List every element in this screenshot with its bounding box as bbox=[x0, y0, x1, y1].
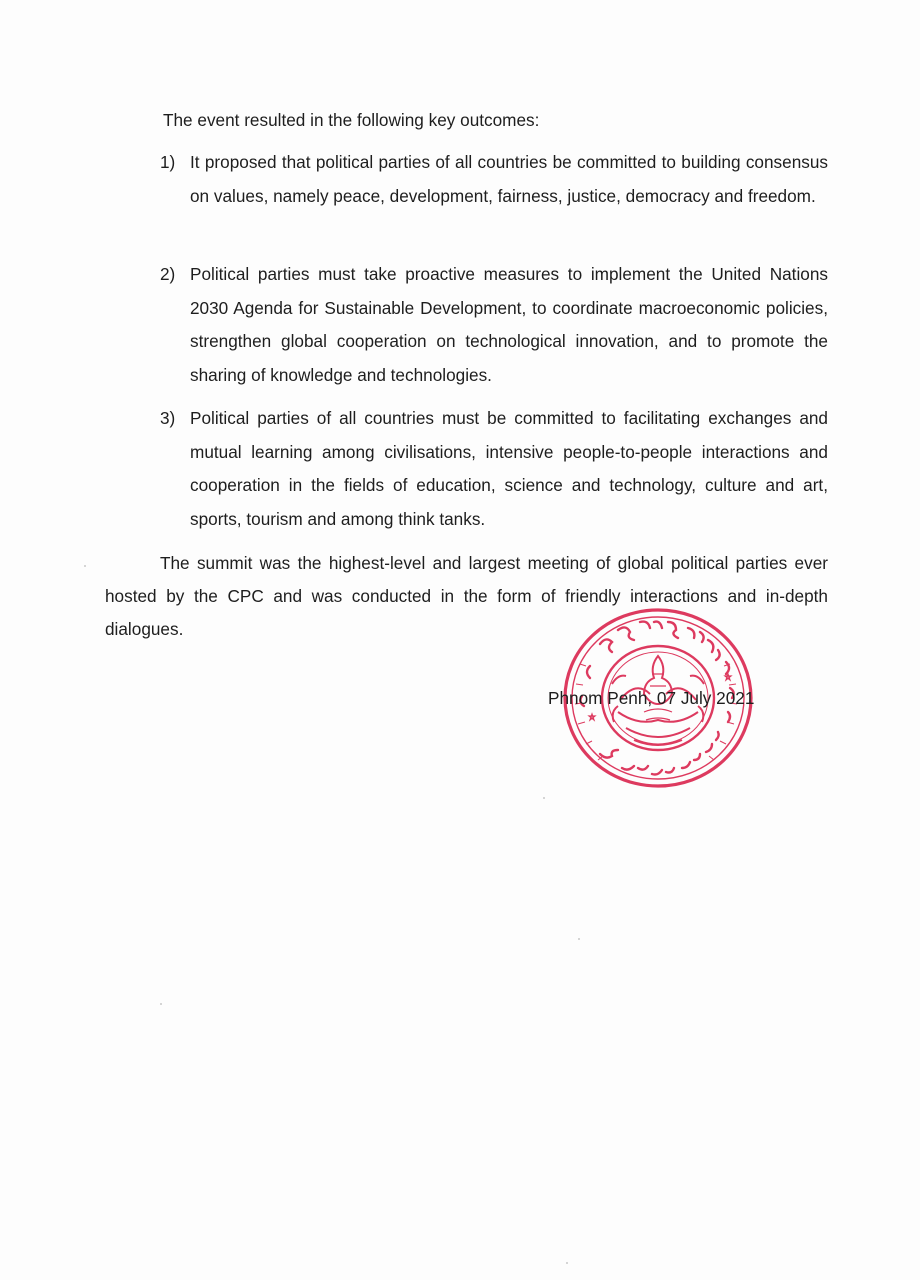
scan-speck bbox=[566, 1262, 568, 1264]
scan-speck bbox=[543, 797, 545, 799]
outcome-item-3 bbox=[160, 402, 828, 536]
scan-speck bbox=[578, 938, 580, 940]
outcome-number: 2) bbox=[160, 264, 176, 284]
intro-paragraph: The event resulted in the following key outcomes: bbox=[163, 110, 540, 130]
place-date-signoff: Phnom Penh, 07 July 2021 bbox=[548, 688, 755, 708]
outcome-number: 3) bbox=[160, 408, 176, 428]
scan-speck bbox=[160, 1003, 162, 1005]
scan-speck bbox=[84, 565, 86, 567]
outcome-item-2 bbox=[160, 258, 828, 392]
outcome-text: It proposed that political parties of all countries be committed to building consensus on values, namely peace, development, fairness, justice, democracy and freedom. bbox=[190, 152, 828, 206]
outcome-text: Political parties must take proactive measures to implement the United Nations 2030 Agenda for Sustainable Development, to coordinate macroeconomic policies, strengthen global cooperation on technological innovation, and to promote the sharing of knowledge and technologies. bbox=[190, 264, 828, 385]
closing-paragraph: The summit was the highest-level and largest meeting of global political parties ever hosted by the CPC and was conducted in the form of friendly interactions and in-depth dialogues. bbox=[105, 553, 828, 639]
outcome-item-1 bbox=[160, 146, 828, 213]
outcome-number: 1) bbox=[160, 152, 176, 172]
outcome-text: Political parties of all countries must be committed to facilitating exchanges and mutual learning among civilisations, intensive people-to-people interactions and cooperation in the fields of education, science and technology, culture and art, sports, tourism and among think tanks. bbox=[190, 408, 828, 529]
